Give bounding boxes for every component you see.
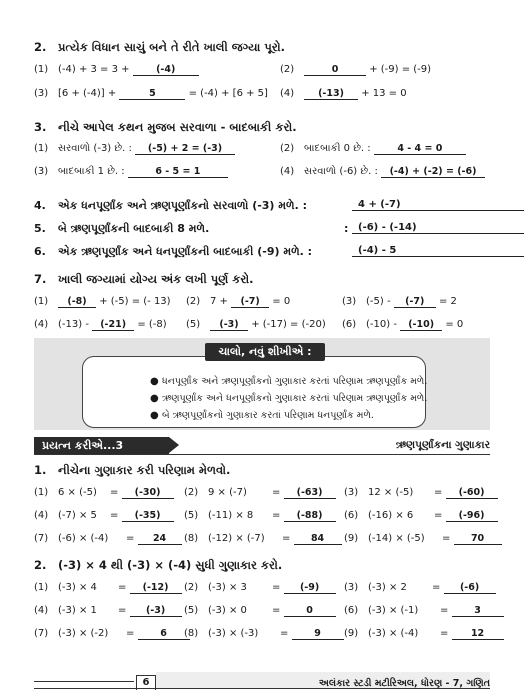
learn-bullet: ● ઋણપૂર્ણાંક અને ધનપૂર્ણાંકનો ગુણાકાર કરતાં પરિણામ ઋણપૂર્ણાંક મળે. — [150, 393, 428, 404]
answer-line: (-4) - 5 — [352, 245, 524, 257]
p1-item-3: (3) 12 × (-5) = (-60) — [344, 487, 498, 499]
p1-item-6: (6) (-16) × 6 = (-96) — [344, 510, 498, 522]
p2-item-7: (7) (-3) × (-2) = 6 — [34, 628, 190, 640]
question-number: 2. — [34, 40, 47, 54]
q2-item-3: (3) [6 + (-4)] + 5 = (-4) + [6 + 5] — [34, 88, 268, 99]
p1-item-8: (8) (-12) × (-7) = 84 — [184, 533, 342, 545]
q2-item-1: (1) (-4) + 3 = 3 + (-4) — [34, 64, 199, 76]
p2-item-5: (5) (-3) × 0 = 0 — [184, 605, 336, 617]
question-5: 5. બે ઋણપૂર્ણાંકની બાદબાકી 8 મળે. : (-6) - (-14) — [34, 222, 494, 236]
q3-item-2: (2) બાદબાકી 0 છે. : 4 - 4 = 0 — [280, 143, 466, 155]
q7-item-1: (1) (-8) + (-5) = (- 13) — [34, 296, 171, 307]
section-badge-arrow — [169, 437, 179, 453]
p1-item-9: (9) (-14) × (-5) = 70 — [344, 533, 502, 545]
p1-item-7: (7) (-6) × (-4) = 24 — [34, 533, 182, 545]
book-title: અલંકાર સ્ટડી મટીરિઅલ, ધોરણ - 7, ગણિત — [318, 678, 490, 689]
answer-blank: 5 — [119, 88, 185, 100]
section-badge: પ્રયત્ન કરીએ...3 — [34, 437, 169, 454]
answer-line: 4 + (-7) — [352, 199, 524, 211]
answer-blank: (-13) — [304, 88, 358, 100]
question-6: 6. એક ઋણપૂર્ણાંક અને ધનપૂર્ણાંકની બાદબાકી (-9) મળે. : (-4) - 5 — [34, 245, 494, 259]
q7-item-3: (3) (-5) - (-7) = 2 — [342, 296, 457, 307]
answer-blank: (-4) — [133, 64, 199, 76]
footer-rule — [34, 681, 134, 682]
question-title: પ્રત્યેક વિધાન સાચું બને તે રીતે ખાલી જગ્યા પૂરો. — [58, 40, 286, 54]
question-2-heading — [34, 40, 285, 55]
q3-item-1: (1) સરવાળો (-3) છે. : (-5) + 2 = (-3) — [34, 143, 235, 155]
practice-2-heading: 2. (-3) × 4 થી (-3) × (-4) સુધી ગુણાકાર કરો. — [34, 558, 283, 572]
q7-item-4: (4) (-13) - (-21) = (-8) — [34, 319, 167, 330]
section-title: ઋણપૂર્ણાંકના ગુણાકાર — [395, 439, 490, 451]
q3-item-4: (4) સરવાળો (-6) છે. : (-4) + (-2) = (-6) — [280, 166, 485, 178]
p1-item-2: (2) 9 × (-7) = (-63) — [184, 487, 336, 499]
p2-item-4: (4) (-3) × 1 = (-3) — [34, 605, 182, 617]
q7-item-6: (6) (-10) - (-10) = 0 — [342, 319, 464, 330]
p1-item-5: (5) (-11) × 8 = (-88) — [184, 510, 336, 522]
p2-item-2: (2) (-3) × 3 = (-9) — [184, 582, 336, 594]
p2-item-1: (1) (-3) × 4 = (-12) — [34, 582, 182, 594]
q3-item-3: (3) બાદબાકી 1 છે. : 6 - 5 = 1 — [34, 166, 228, 178]
learn-bullet: ● બે ઋણપૂર્ણાંકનો ગુણાકાર કરતાં પરિણામ ધનપૂર્ણાંક મળે. — [150, 410, 374, 421]
answer-line: (-6) - (-14) — [352, 222, 524, 234]
q2-item-2: (2) 0 + (-9) = (-9) — [280, 64, 432, 75]
q7-item-2: (2) 7 + (-7) = 0 — [186, 296, 291, 307]
page-number: 6 — [136, 675, 156, 690]
p1-item-1: (1) 6 × (-5) = (-30) — [34, 487, 174, 499]
answer-blank: 0 — [304, 64, 366, 76]
p2-item-3: (3) (-3) × 2 = (-6) — [344, 582, 496, 594]
question-3-heading: 3. નીચે આપેલ કથન મુજબ સરવાળા - બાદબાકી કરો. — [34, 120, 297, 134]
question-4: 4. એક ધનપૂર્ણાંક અને ઋણપૂર્ણાંકનો સરવાળો (-3) મળે. : 4 + (-7) — [34, 199, 494, 213]
q2-item-4: (4) (-13) + 13 = 0 — [280, 88, 407, 99]
learn-bullet: ● ધનપૂર્ણાંક અને ઋણપૂર્ણાંકનો ગુણાકાર કરતાં પરિણામ ઋણપૂર્ણાંક મળે. — [150, 376, 428, 387]
p2-item-8: (8) (-3) × (-3) = 9 — [184, 628, 344, 640]
practice-1-heading: 1. નીચેના ગુણાકાર કરી પરિણામ મેળવો. — [34, 463, 231, 477]
p2-item-9: (9) (-3) × (-4) = 12 — [344, 628, 504, 640]
q7-item-5: (5) (-3) + (-17) = (-20) — [186, 319, 326, 330]
p2-item-6: (6) (-3) × (-1) = 3 — [344, 605, 504, 617]
question-7-heading: 7. ખાલી જગ્યામાં યોગ્ય અંક લખી પૂર્ણ કરો. — [34, 272, 254, 286]
learn-box-title: ચાલો, નવું શીખીએ : — [205, 343, 325, 361]
p1-item-4: (4) (-7) × 5 = (-35) — [34, 510, 174, 522]
